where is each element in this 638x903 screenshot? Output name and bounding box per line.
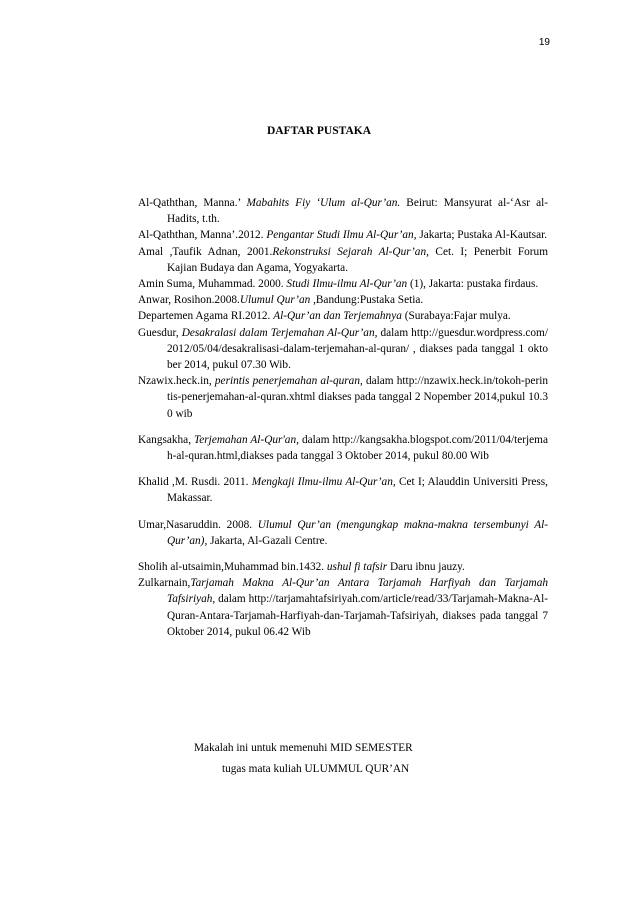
entry-publisher: ,Bandung:Pustaka Setia. bbox=[310, 294, 424, 307]
entry-author: Departemen Agama RI.2012. bbox=[138, 310, 274, 323]
bibliography-entry bbox=[138, 244, 548, 276]
entry-author: Khalid ,M. Rusdi. 2011. bbox=[138, 476, 252, 489]
entry-author: Guesdur, bbox=[138, 326, 182, 339]
entry-title: Studi Ilmu-ilmu Al-Qur’an bbox=[286, 278, 408, 291]
bibliography-list bbox=[138, 195, 548, 640]
bibliography-entry bbox=[138, 432, 548, 464]
bibliography-entry bbox=[138, 559, 548, 575]
page-title: DAFTAR PUSTAKA bbox=[266, 125, 372, 137]
bibliography-entry bbox=[138, 474, 548, 506]
footer-note bbox=[0, 738, 638, 780]
entry-publisher: Cet. I; Penerbit Forum Kajian Budaya dan Agama, Yogyakarta. bbox=[167, 245, 548, 274]
entry-publisher: Daru ibnu jauzy. bbox=[387, 561, 465, 574]
entry-author: Kangsakha, bbox=[138, 433, 195, 446]
entry-publisher: dalam http://guesdur.wordpress.com/2012/05/04/desakralisasi-dalam-terjemahan-al-quran/ , diakses pada tanggal 1 oktober 2014, pukul 07.30 Wib. bbox=[167, 326, 548, 372]
page-number: 19 bbox=[538, 37, 550, 48]
entry-publisher: Beirut: Mansyurat al-‘Asr al-Hadits, t.th. bbox=[167, 197, 548, 226]
entry-author: Al-Qaththan, Manna.’ bbox=[138, 197, 247, 209]
entry-publisher: (Surabaya:Fajar mulya. bbox=[401, 310, 511, 323]
entry-title: Mabahits Fiy ‘Ulum al-Qur’an. bbox=[246, 197, 401, 209]
bibliography-entry bbox=[138, 195, 548, 227]
entry-author: Zulkarnain, bbox=[138, 577, 191, 590]
entry-title: Rekonstruksi Sejarah Al-Qur’an, bbox=[272, 245, 429, 258]
entry-publisher: dalam http://tarjamahtafsiriyah.com/article/read/33/Tarjamah-Makna-Al-Quran-Antara-Tarjamah-Harfiyah-dan-Tarjamah-Tafsiriyah, diakses pada tanggal 7 Oktober 2014, pukul 06.42 Wib bbox=[167, 593, 548, 638]
entry-title: Ulumul Qur’an (mengungkap makna-makna tersembunyi Al-Qur’an), bbox=[167, 518, 548, 547]
entry-title: Pengantar Studi Ilmu Al-Qur’an, bbox=[266, 229, 417, 242]
entry-title: Tarjamah Makna Al-Qur’an Antara Tarjamah Harfiyah dan Tarjamah Tafsiriyah, bbox=[167, 577, 548, 606]
bibliography-entry bbox=[138, 575, 548, 640]
entry-publisher: Cet I; Alauddin Universiti Press, Makassar. bbox=[167, 476, 548, 505]
bibliography-entry bbox=[138, 325, 548, 374]
footer-line-2: tugas mata kuliah ULUMMUL QUR’AN bbox=[222, 763, 410, 775]
bibliography-entry bbox=[138, 517, 548, 549]
bibliography-entry bbox=[138, 292, 548, 308]
entry-title: perintis penerjemahan al-quran, bbox=[214, 375, 363, 388]
entry-author: Amal ,Taufik Adnan, 2001. bbox=[138, 245, 273, 258]
entry-author: Umar,Nasaruddin. 2008. bbox=[138, 518, 258, 531]
entry-publisher: Jakarta, Al-Gazali Centre. bbox=[207, 534, 328, 547]
entry-publisher: (1), Jakarta: pustaka firdaus. bbox=[407, 278, 539, 291]
entry-title: Desakralasi dalam Terjemahan Al-Qur’an, bbox=[181, 326, 378, 339]
entry-publisher: Jakarta; Pustaka Al-Kautsar. bbox=[416, 229, 548, 242]
entry-author: Sholih al-utsaimin,Muhammad bin.1432. bbox=[138, 561, 327, 574]
entry-title: ushul fi tafsir bbox=[326, 561, 388, 574]
entry-title: Ulumul Qur’an bbox=[239, 294, 311, 307]
entry-author: Nzawix.heck.in, bbox=[138, 375, 215, 388]
entry-title: Terjemahan Al-Qur'an, bbox=[194, 433, 299, 446]
entry-author: Amin Suma, Muhammad. 2000. bbox=[138, 278, 287, 291]
entry-author: Anwar, Rosihon.2008. bbox=[138, 294, 240, 307]
entry-title: Al-Qur’an dan Terjemahnya bbox=[273, 310, 402, 323]
entry-publisher: dalam http://kangsakha.blogspot.com/2011/04/terjemah-al-quran.html,diakses pada tanggal 3 Oktober 2014, pukul 80.00 Wib bbox=[167, 433, 548, 463]
footer-line-1: Makalah ini untuk memenuhi MID SEMESTER bbox=[194, 742, 413, 754]
bibliography-entry bbox=[138, 308, 548, 324]
bibliography-entry bbox=[138, 276, 548, 292]
entry-author: Al-Qaththan, Manna’.2012. bbox=[138, 229, 267, 242]
entry-publisher: dalam http://nzawix.heck.in/tokoh-perintis-penerjemahan-al-quran.xhtml diakses pada tanggal 2 Nopember 2014,pukul 10.30 wib bbox=[167, 375, 548, 420]
entry-title: Mengkaji Ilmu-ilmu Al-Qur’an, bbox=[251, 476, 396, 489]
bibliography-entry bbox=[138, 373, 548, 422]
bibliography-entry bbox=[138, 227, 548, 243]
